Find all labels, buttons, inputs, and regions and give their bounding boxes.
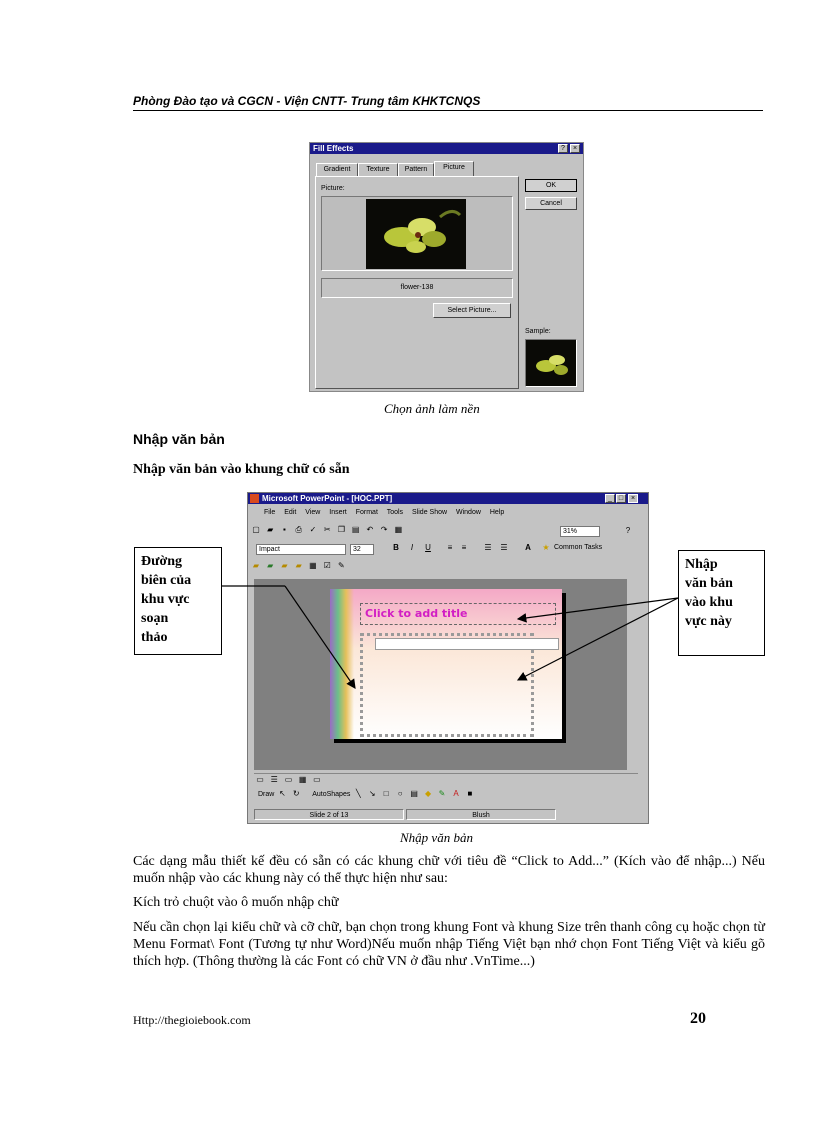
rotate-icon[interactable]: ↻ (292, 789, 300, 799)
align-left-icon[interactable]: ≡ (447, 543, 453, 552)
font-grow-icon[interactable]: A (525, 543, 531, 552)
help-toolbar-icon[interactable]: ? (625, 526, 631, 535)
subsection-heading: Nhập văn bản vào khung chữ có sẵn (133, 462, 350, 477)
callout-left-line-1: Đường (141, 554, 183, 569)
dialog-title: Fill Effects (310, 143, 583, 154)
menu-help[interactable]: Help (489, 509, 505, 516)
undo-icon[interactable]: ↶ (366, 525, 374, 534)
save-icon[interactable]: ▪ (283, 525, 286, 534)
minimize-icon[interactable]: _ (605, 494, 615, 503)
common-tasks-button[interactable]: Common Tasks (554, 544, 603, 551)
paragraph-intro: Các dạng mẫu thiết kế đều có sẵn có các khung chữ với tiêu đề “Click to Add...” (Kích vào để nhập...) Nếu muốn nhập vào các khung này có thể thực hiện như sau: (133, 854, 765, 886)
status-slide-number: Slide 2 of 13 (254, 809, 404, 820)
textbox-icon[interactable]: ▤ (410, 789, 418, 799)
ok-button[interactable]: OK (525, 179, 577, 192)
section-heading: Nhập văn bản (133, 431, 225, 447)
tab-texture[interactable]: Texture (358, 163, 398, 176)
cut-icon[interactable]: ✂ (323, 525, 331, 534)
callout-right-line-3: vào khu (685, 595, 733, 610)
picture-label: Picture: (321, 185, 345, 192)
copy-icon[interactable]: ❐ (337, 525, 345, 534)
status-design-name: Blush (406, 809, 556, 820)
bullets-icon[interactable]: ☰ (500, 543, 508, 552)
menu-file[interactable]: File (264, 509, 276, 516)
line-color-icon[interactable]: ✎ (438, 789, 446, 799)
select-picture-button[interactable]: Select Picture... (433, 303, 511, 318)
normal-view-icon[interactable]: ▭ (256, 775, 264, 784)
callout-left-line-3: khu vực (141, 592, 190, 607)
zoom-select[interactable]: 31% (560, 526, 600, 537)
open-icon[interactable]: ▰ (267, 525, 274, 534)
callout-right-line-1: Nhập (685, 557, 718, 572)
title-placeholder[interactable]: Click to add title (360, 603, 556, 625)
align-center-icon[interactable]: ≡ (461, 543, 467, 552)
paste-icon[interactable]: ▤ (351, 525, 360, 534)
folder-up-icon[interactable]: ▰ (295, 561, 302, 570)
caption-enter-text: Nhập văn bản (400, 830, 473, 845)
callout-right-line-4: vực này (685, 614, 732, 629)
callout-left-line-5: thảo (141, 630, 168, 645)
table-icon[interactable]: ▦ (309, 561, 317, 570)
spelling-icon[interactable]: ✓ (309, 525, 317, 534)
help-icon[interactable]: ? (558, 144, 568, 153)
bold-icon[interactable]: B (393, 543, 399, 552)
folder-open-icon[interactable]: ▰ (281, 561, 288, 570)
numbering-icon[interactable]: ☰ (484, 543, 492, 552)
rectangle-icon[interactable]: □ (383, 789, 389, 799)
page-number: 20 (690, 1010, 706, 1027)
outline-view-icon[interactable]: ☰ (270, 775, 278, 784)
callout-left-line-2: biên của (141, 573, 192, 588)
font-size-select[interactable]: 32 (350, 544, 374, 555)
menu-insert[interactable]: Insert (329, 509, 347, 516)
slide-view-icon[interactable]: ▭ (284, 775, 293, 784)
file-name-field: flower-138 (321, 278, 513, 298)
fill-color-icon[interactable]: ◆ (425, 789, 432, 799)
menu-view[interactable]: View (305, 509, 321, 516)
page-header: Phòng Đào tạo và CGCN - Viện CNTT- Trung tâm KHKTCNQS (133, 94, 481, 108)
paragraph-click: Kích trỏ chuột vào ô muốn nhập chữ (133, 895, 339, 910)
redo-icon[interactable]: ↷ (380, 525, 388, 534)
line-icon[interactable]: ╲ (355, 789, 361, 799)
draw-menu[interactable]: Draw (258, 791, 275, 798)
folder-icon[interactable]: ▰ (252, 561, 260, 570)
tab-gradient[interactable]: Gradient (316, 163, 358, 176)
menu-format[interactable]: Format (355, 509, 378, 516)
underline-icon[interactable]: U (425, 543, 431, 552)
select-arrow-icon[interactable]: ↖ (278, 789, 286, 799)
close-icon[interactable]: × (570, 144, 580, 153)
callout-right-line-2: văn bản (685, 576, 733, 591)
italic-icon[interactable]: I (410, 543, 414, 552)
autoshapes-menu[interactable]: AutoShapes (312, 791, 351, 798)
shadow-icon[interactable]: ■ (467, 789, 473, 799)
menu-edit[interactable]: Edit (284, 509, 297, 516)
image-icon[interactable]: ▰ (267, 561, 274, 570)
print-icon[interactable]: ⎙ (295, 525, 302, 534)
tab-pattern[interactable]: Pattern (398, 163, 434, 176)
pen-icon[interactable]: ✎ (338, 561, 345, 570)
ppt-title: Microsoft PowerPoint - [HOC.PPT] (248, 493, 648, 504)
tab-picture[interactable]: Picture (434, 161, 474, 177)
sorter-view-icon[interactable]: ▦ (298, 775, 307, 784)
caption-fill-effects: Chọn ảnh làm nền (384, 401, 480, 416)
arrow-icon[interactable]: ↘ (368, 789, 376, 799)
checklist-icon[interactable]: ☑ (323, 561, 331, 570)
slideshow-view-icon[interactable]: ▭ (313, 775, 321, 784)
paragraph-font: Nếu cần chọn lại kiểu chữ và cỡ chữ, bạn chọn trong khung Font và khung Size trên thanh công cụ hoặc chọn từ Menu Format\ Font (Tương tự như Word)Nếu muốn nhập Tiếng Việt bạn nhớ chọn Font Tiếng Việt và kiểu gõ thích hợp. (Thông thường là các Font có chữ VN ở đầu như .VnTime...) (133, 920, 765, 969)
font-color-icon[interactable]: A (453, 789, 459, 799)
menu-tools[interactable]: Tools (386, 509, 404, 516)
footer-url: Http://thegioiebook.com (133, 1013, 251, 1027)
sample-label: Sample: (525, 328, 551, 335)
menu-slide-show[interactable]: Slide Show (412, 509, 448, 516)
maximize-icon[interactable]: □ (616, 494, 626, 503)
menu-window[interactable]: Window (456, 509, 481, 516)
star-icon[interactable]: ★ (542, 543, 550, 552)
window-close-icon[interactable]: × (628, 494, 638, 503)
new-icon[interactable]: ▢ (252, 525, 260, 534)
chart-icon[interactable]: ▦ (394, 525, 403, 534)
font-name-select[interactable]: Impact (256, 544, 346, 555)
oval-icon[interactable]: ○ (397, 789, 403, 799)
cancel-button[interactable]: Cancel (525, 197, 577, 210)
callout-left-line-4: soạn (141, 611, 169, 626)
